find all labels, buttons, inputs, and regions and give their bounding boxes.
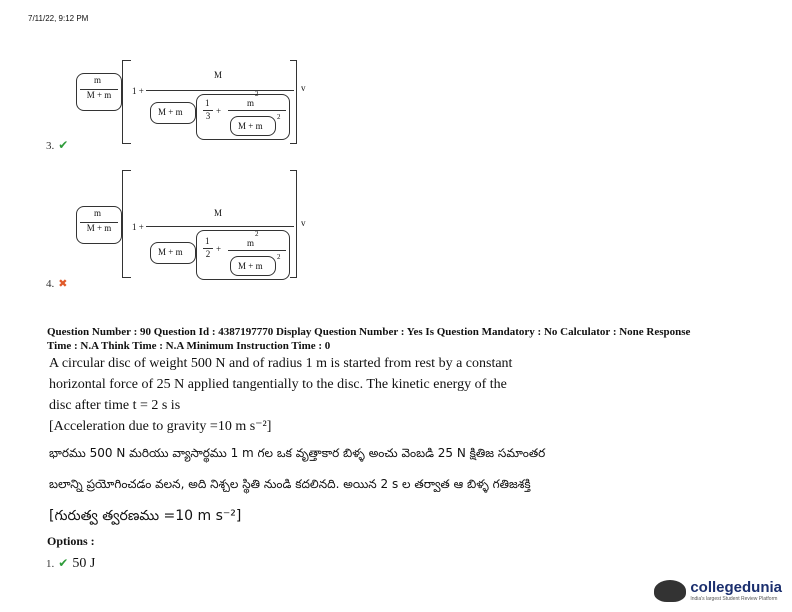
collegedunia-logo: collegedunia India's largest Student Review Platform — [654, 579, 782, 602]
question-text: A circular disc of weight 500 N and of radius 1 m is started from rest by a constant horizontal force of 25 N applied tangentially to the disc. The kinetic energy of the disc after time t = 2 s is [Acceleration due to gravity =10 m s⁻²] — [49, 356, 513, 434]
option-4-formula: m M + m 1 + M M + m 1 2 + m 2 M + m 2 v — [72, 198, 312, 288]
option-1: 1. ✔ 50 J — [46, 556, 96, 571]
timestamp: 7/11/22, 9:12 PM — [28, 14, 89, 23]
check-icon: ✔ — [58, 556, 69, 570]
option-3-marker: 3. ✔ — [46, 138, 69, 152]
telugu-line-3: [గురుత్వ త్వరణము =10 m s⁻²] — [49, 508, 242, 524]
denominator: M + m — [80, 89, 118, 100]
options-label: Options : — [47, 534, 95, 548]
telugu-line-1: భారము 500 N మరియు వ్యాసార్థము 1 m గల ఒక వృత్తాకార బిళ్ళ అంచు వెంబడి 25 N క్షితిజ సమాంతర — [49, 446, 546, 460]
mascot-icon — [654, 580, 686, 602]
option-3-formula: m M + m 1 + M M + m 1 3 + m 2 M + m 2 v — [72, 58, 312, 148]
cross-icon: ✖ — [58, 278, 68, 290]
option-4-marker: 4. ✖ — [46, 278, 68, 290]
one-plus: 1 + — [132, 86, 144, 96]
question-meta: Question Number : 90 Question Id : 4387197770 Display Question Number : Yes Is Question Mandatory : No Calculator : None Response Time : N.A Think Time : N.A Minimum Instruction Time : 0 — [47, 326, 691, 352]
check-icon: ✔ — [58, 138, 69, 152]
numerator: m — [94, 75, 102, 85]
telugu-line-2: బలాన్ని ప్రయోగించడం వలన, అది నిశ్చల స్థితి నుండి కదలినది. అయిన 2 s ల తర్వాత ఆ బిళ్ళ గతిజశక్తి — [49, 477, 531, 491]
